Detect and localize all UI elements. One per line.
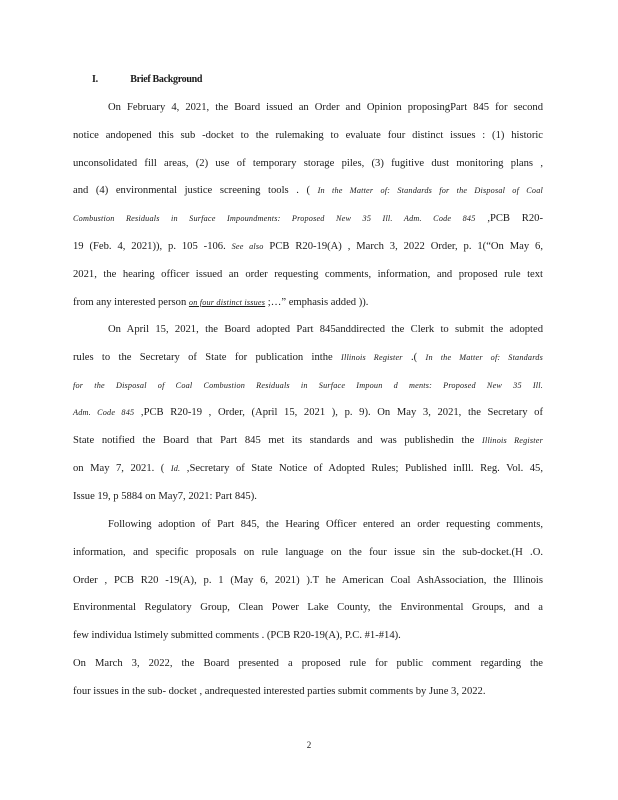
text-line: [73, 157, 543, 171]
text-segment: PCB R20-19(A) , March 3, 2022 Order, p. 1(“On May 6,: [263, 241, 543, 252]
text-segment: .(: [402, 351, 426, 363]
citation-text: on four distinct issues: [188, 297, 266, 307]
section-heading: [92, 74, 202, 85]
text-line: [108, 518, 543, 532]
text-line: [73, 601, 543, 615]
citation-text: Id.: [170, 464, 181, 473]
citation-text: Illinois Register: [341, 352, 403, 362]
text-segment: ,Secretary of State Notice of Adopted Rules; Published inIll. Reg. Vol. 45,: [180, 463, 543, 474]
text-line: [73, 129, 543, 143]
text-segment: Following adoption of Part 845, the Hearing Officer entered an order requesting comments,: [108, 519, 543, 530]
text-line: [73, 574, 543, 588]
text-segment: on May 7, 2021. (: [73, 463, 171, 474]
text-segment: ,PCB R20-19 , Order, (April 15, 2021 ), p. 9). On May 3, 2021, the Secretary of: [134, 407, 543, 419]
text-segment: On February 4, 2021, the Board issued an Order and Opinion proposingPart 845 for second: [108, 102, 543, 113]
text-line: [73, 657, 543, 671]
section-number: I.: [92, 74, 98, 85]
text-segment: On April 15, 2021, the Board adopted Part 845anddirected the Clerk to submit the adopted: [108, 324, 543, 335]
text-line: [108, 101, 543, 115]
text-segment: Issue 19, p 5884 on May7, 2021: Part 845).: [73, 490, 257, 502]
text-line: [73, 685, 543, 699]
text-line: [73, 406, 543, 420]
text-segment: 2021, the hearing officer issued an order requesting comments, information, and proposed rule text: [73, 268, 543, 280]
text-line: [73, 379, 543, 393]
text-segment: Order , PCB R20 -19(A), p. 1 (May 6, 2021) ).T he American Coal AshAssociation, the Illinois: [73, 574, 543, 586]
text-segment: State notified the Board that Part 845 met its standards and was publishedin the: [73, 435, 483, 447]
text-line: [73, 268, 543, 282]
text-line: [108, 323, 543, 337]
citation-text: Adm. Code 845: [73, 408, 135, 418]
text-segment: ;…” emphasis added )).: [265, 296, 369, 308]
text-segment: from any interested person: [73, 296, 189, 308]
text-line: [73, 296, 543, 310]
page-number: 2: [306, 740, 312, 750]
text-line: [73, 351, 543, 365]
text-segment: unconsolidated fill areas, (2) use of temporary storage piles, (3) fugitive dust monitoring plans ,: [73, 157, 543, 169]
text-segment: 19 (Feb. 4, 2021)), p. 105 -106.: [73, 241, 232, 252]
text-line: [73, 212, 543, 226]
text-segment: few individua lstimely submitted comments . (PCB R20-19(A), P.C. #1-#14).: [73, 630, 401, 642]
citation-text: In the Matter of: Standards: [425, 352, 543, 362]
text-line: [73, 240, 543, 254]
text-line: [73, 629, 543, 643]
text-line: [73, 462, 543, 476]
citation-text: Combustion Residuals in Surface Impoundments: Proposed New 35 Ill. Adm. Code 845: [73, 214, 476, 224]
section-title: Brief Background: [130, 74, 203, 85]
citation-text: In the Matter of: Standards for the Disposal of Coal: [317, 186, 543, 196]
citation-text: for the Disposal of Coal Combustion Residuals in Surface Impoun d ments: Proposed New 35 Ill.: [73, 380, 543, 390]
text-line: [73, 490, 543, 504]
text-segment: notice andopened this sub -docket to the rulemaking to evaluate four distinct issues : (1) historic: [73, 129, 543, 141]
text-segment: rules to the Secretary of State for publication inthe: [73, 351, 342, 363]
text-segment: ,PCB R20-: [475, 213, 543, 225]
text-segment: four issues in the sub- docket , andrequested interested parties submit comments by June 3, 2022.: [73, 685, 486, 697]
text-line: [73, 184, 543, 198]
text-segment: and (4) environmental justice screening tools . (: [73, 185, 318, 197]
text-segment: On March 3, 2022, the Board presented a proposed rule for public comment regarding the: [73, 658, 543, 669]
text-segment: Environmental Regulatory Group, Clean Power Lake County, the Environmental Groups, and a: [73, 602, 543, 614]
citation-text: See also: [231, 242, 264, 251]
text-segment: information, and specific proposals on rule language on the four issue sin the sub-docket.(H .O.: [73, 546, 543, 558]
text-line: [73, 546, 543, 560]
citation-text: Illinois Register: [482, 436, 543, 446]
text-line: [73, 434, 543, 448]
